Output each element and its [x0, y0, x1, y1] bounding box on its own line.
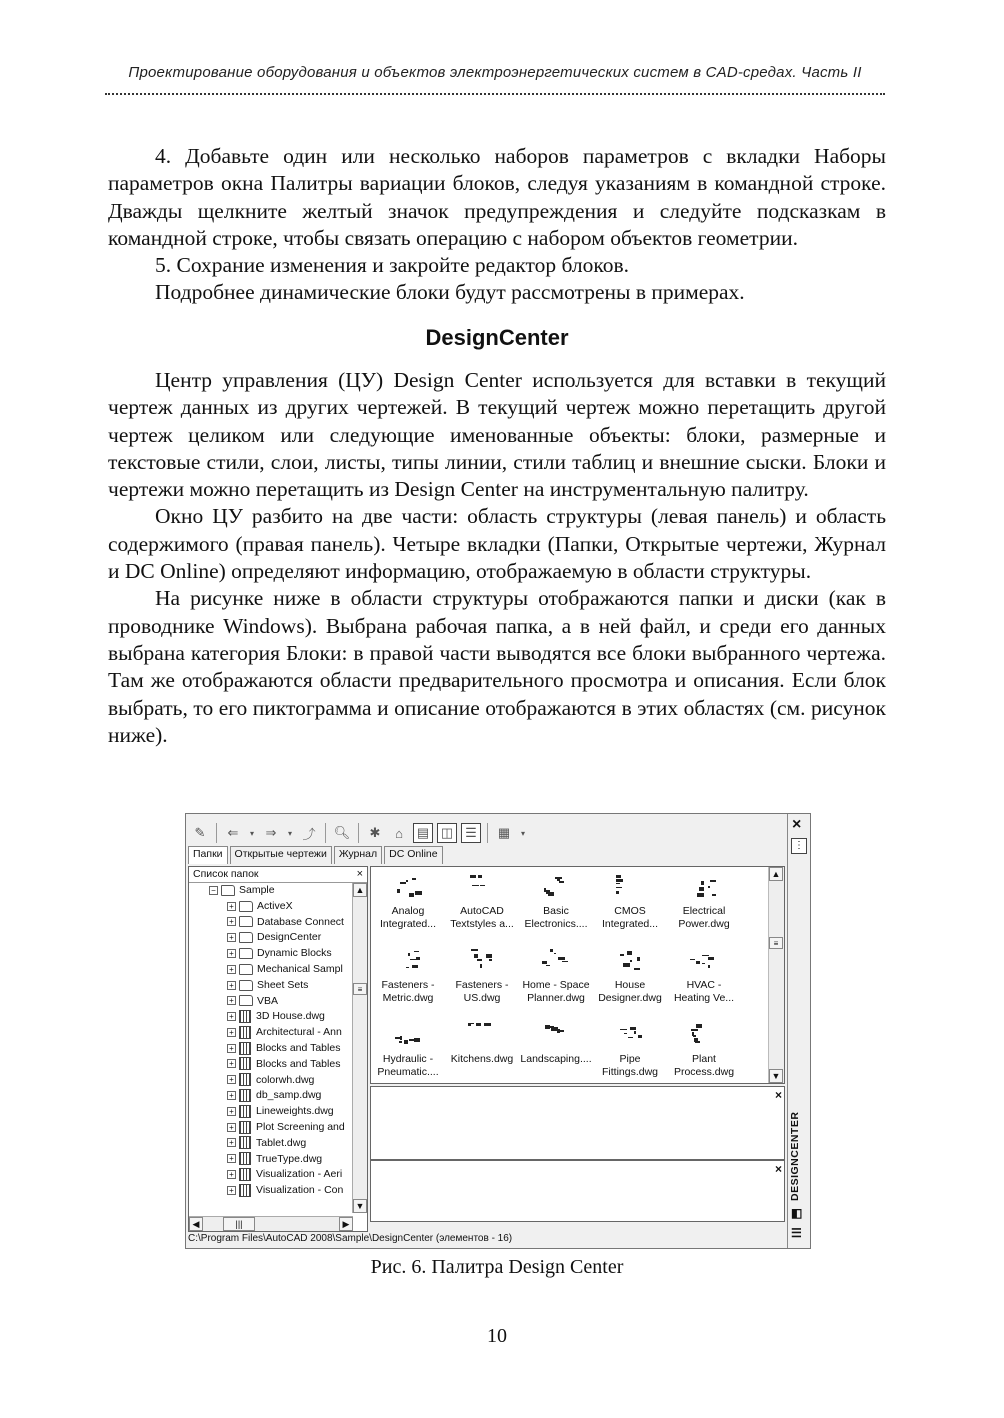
- drawing-thumbnail-icon: [688, 1021, 720, 1049]
- thumbnail-mark: [627, 951, 632, 955]
- thumbnail-mark: [548, 892, 554, 896]
- running-header: Проектирование оборудования и объектов электроэнергетических систем в CAD-средах. Часть II: [128, 64, 862, 81]
- block-item[interactable]: [519, 945, 593, 1019]
- paragraph: 5. Сохрание изменения и закройте редактор блоков.: [155, 253, 630, 278]
- thumbnail-mark: [690, 959, 695, 960]
- block-item-label: Hydraulic -: [382, 1053, 434, 1065]
- block-item-label: Electronics....: [524, 918, 588, 930]
- drawing-thumbnail-icon: [540, 1021, 572, 1049]
- forward-icon[interactable]: ⇒: [265, 825, 277, 840]
- home-icon[interactable]: ⌂: [395, 825, 403, 841]
- thumbnail-mark: [484, 1023, 491, 1026]
- tree-list: [189, 883, 353, 1199]
- scroll-down-icon[interactable]: ▼: [769, 1069, 783, 1083]
- tree-item[interactable]: [189, 899, 353, 915]
- tree-item[interactable]: [189, 1025, 353, 1041]
- thumbnail-mark: [555, 877, 562, 879]
- tree-item-label: TrueType.dwg: [256, 1152, 323, 1165]
- toolbar-separator: [216, 823, 217, 843]
- block-item-label: US.dwg: [463, 992, 501, 1004]
- thumbnail-mark: [702, 955, 709, 956]
- block-item-label: Integrated...: [601, 918, 659, 930]
- palette-side-bar: [787, 814, 810, 1248]
- tree-item[interactable]: [189, 994, 353, 1010]
- scroll-down-icon[interactable]: ▼: [353, 1199, 367, 1213]
- expand-icon[interactable]: +: [227, 1059, 236, 1068]
- block-item-label: Landscaping....: [520, 1053, 592, 1065]
- thumbnail-mark: [616, 891, 619, 894]
- thumbnail-mark: [557, 1029, 560, 1033]
- designcenter-figure: [185, 813, 811, 1249]
- content-scrollbar[interactable]: [768, 867, 784, 1083]
- thumbnail-mark: [406, 967, 409, 968]
- tree-item-label: ActiveX: [257, 899, 293, 912]
- thumbnail-mark: [696, 1024, 702, 1028]
- tree-item-label: Mechanical Sampl: [257, 962, 343, 975]
- tree-item[interactable]: [189, 946, 353, 962]
- thumbnail-mark: [557, 879, 560, 881]
- thumbnail-mark: [558, 957, 565, 960]
- description-area: [370, 1160, 785, 1222]
- folder-tree: [188, 866, 368, 1232]
- figure-caption: Рис. 6. Палитра Design Center: [370, 1256, 624, 1278]
- tree-item-label: colorwh.dwg: [256, 1073, 315, 1086]
- thumbnail-mark: [628, 1037, 633, 1038]
- thumbnail-mark: [412, 965, 418, 968]
- block-item[interactable]: [593, 871, 667, 945]
- thumbnail-mark: [554, 1028, 556, 1030]
- section-heading: DesignCenter: [425, 325, 569, 350]
- thumbnail-mark: [397, 889, 400, 893]
- thumbnail-mark: [620, 954, 624, 956]
- tree-horizontal-scrollbar[interactable]: [189, 1216, 353, 1231]
- block-item[interactable]: [519, 871, 593, 945]
- close-icon[interactable]: ×: [792, 816, 802, 833]
- drawing-file-icon: [239, 1136, 251, 1149]
- drawing-file-icon: [239, 1026, 251, 1039]
- tree-item-label: Tablet.dwg: [256, 1136, 307, 1149]
- drawing-file-icon: [239, 1042, 251, 1055]
- tree-item[interactable]: [189, 1073, 353, 1089]
- block-item-label: Pipe: [619, 1053, 641, 1065]
- block-item-label: Home - Space: [522, 979, 590, 991]
- tree-title: [189, 867, 367, 883]
- thumbnail-mark: [701, 881, 704, 885]
- expand-icon[interactable]: +: [227, 1186, 236, 1195]
- block-item-label: Metric.dwg: [382, 992, 434, 1004]
- auto-hide-icon[interactable]: ◧: [791, 1206, 803, 1220]
- tree-item-label: VBA: [257, 994, 279, 1007]
- thumbnail-mark: [489, 959, 492, 961]
- drawing-file-icon: [239, 1073, 251, 1086]
- thumbnail-mark: [624, 1033, 627, 1034]
- folder-icon: [239, 916, 253, 927]
- toolbar-separator: [358, 823, 359, 843]
- drawing-thumbnail-icon: [392, 947, 424, 975]
- block-item-label: Integrated...: [379, 918, 437, 930]
- thumbnail-mark: [480, 964, 482, 968]
- folder-icon: [239, 948, 253, 959]
- drawing-thumbnail-icon: [392, 873, 424, 901]
- expand-icon[interactable]: +: [227, 1075, 236, 1084]
- thumbnail-mark: [634, 968, 640, 970]
- thumbnail-mark: [474, 954, 478, 958]
- block-item[interactable]: [519, 1019, 593, 1093]
- block-item-label: Electrical: [682, 905, 726, 917]
- preview-toggle-icon[interactable]: ◫: [437, 823, 457, 843]
- block-item-label: Fasteners -: [381, 979, 435, 991]
- tree-item-label: Sheet Sets: [257, 978, 309, 991]
- block-item[interactable]: [371, 871, 445, 945]
- thumbnail-mark: [616, 883, 620, 884]
- block-item[interactable]: [667, 945, 741, 1019]
- tree-vertical-scrollbar[interactable]: [352, 883, 367, 1213]
- thumbnail-mark: [476, 885, 479, 886]
- drawing-thumbnail-icon: [466, 1021, 498, 1049]
- dc-toolbar: [190, 818, 530, 848]
- thumbnail-mark: [404, 1040, 408, 1044]
- tree-toggle-icon[interactable]: ▤: [413, 823, 433, 843]
- block-item[interactable]: [445, 871, 519, 945]
- folder-icon: [221, 885, 235, 896]
- block-item-label: Process.dwg: [673, 1066, 735, 1078]
- block-item-label: Designer.dwg: [598, 992, 662, 1004]
- tree-item-label: Sample: [239, 884, 275, 896]
- thumbnail-mark: [697, 893, 704, 897]
- drawing-thumbnail-icon: [614, 1021, 646, 1049]
- block-item-label: Planner.dwg: [527, 992, 585, 1004]
- scroll-left-icon[interactable]: ◀: [189, 1217, 203, 1231]
- tree-item-label: db_samp.dwg: [256, 1089, 322, 1102]
- folder-icon: [239, 964, 253, 975]
- body-text-top: [108, 143, 886, 307]
- search-icon[interactable]: 🔍︎: [333, 825, 351, 840]
- tree-item[interactable]: [189, 1136, 353, 1152]
- drawing-thumbnail-icon: [688, 873, 720, 901]
- folder-icon: [239, 980, 253, 991]
- toolbar-separator: [325, 823, 326, 843]
- scroll-up-icon[interactable]: ▲: [353, 883, 367, 897]
- thumbnail-mark: [637, 957, 640, 961]
- thumbnail-mark: [560, 1030, 564, 1032]
- thumbnail-mark: [634, 1031, 636, 1034]
- tree-title-label: Список папок: [193, 868, 259, 880]
- tab-open-drawings[interactable]: Открытые чертежи: [230, 846, 332, 864]
- thumbnail-mark: [486, 954, 492, 958]
- status-bar: C:\Program Files\AutoCAD 2008\Sample\DesignCenter (элементов - 16): [188, 1233, 513, 1244]
- expand-icon[interactable]: +: [227, 933, 236, 942]
- block-item[interactable]: [371, 1019, 445, 1093]
- expand-icon[interactable]: +: [227, 965, 236, 974]
- thumbnail-mark: [542, 961, 547, 964]
- drawing-thumbnail-icon: [392, 1021, 424, 1049]
- drawing-thumbnail-icon: [466, 947, 498, 975]
- folder-icon: [239, 901, 253, 912]
- tree-item[interactable]: [189, 1088, 353, 1104]
- description-toggle-icon[interactable]: ☰: [461, 823, 481, 843]
- drawing-thumbnail-icon: [466, 873, 498, 901]
- tree-item[interactable]: [189, 930, 353, 946]
- thumbnail-mark: [616, 875, 621, 878]
- paragraph: На рисунке ниже в области структуры отображаются папки и диски (как в проводнике Windows). Выбрана рабочая папка, а в ней файл, и среди его данных выбрана категория Блоки: в правой части выводятся все блоки выбранного чертежа. Там же отображаются области предварительного просмотра и описания. Если блок выбрать, то его пиктограмма и описание отображаются в этих областях (см. рисунок ниже).: [108, 586, 886, 747]
- folder-icon: [239, 995, 253, 1006]
- body-text-bottom: [108, 367, 886, 749]
- tree-item[interactable]: [189, 1120, 353, 1136]
- dropdown-arrow-icon[interactable]: ▾: [287, 828, 292, 838]
- drawing-thumbnail-icon: [540, 947, 572, 975]
- block-item-label: Analog: [391, 905, 425, 917]
- expand-icon[interactable]: +: [227, 1123, 236, 1132]
- block-item-label: Plant: [692, 1053, 716, 1065]
- scroll-thumb[interactable]: ≡: [353, 983, 367, 995]
- thumbnail-mark: [409, 1039, 414, 1041]
- tree-item[interactable]: [189, 1057, 353, 1073]
- close-icon[interactable]: ×: [356, 868, 363, 880]
- paragraph: 4. Добавьте один или несколько наборов параметров с вкладки Наборы параметров окна Палитры вариации блоков, следуя указаниям в командной строке. Дважды щелкните желтый значок предупреждения и следуйте подсказкам в командной строке, чтобы связать операцию с набором объектов геометрии.: [108, 144, 886, 250]
- thumbnail-mark: [474, 875, 476, 878]
- block-item[interactable]: [371, 945, 445, 1019]
- block-item-label: Pneumatic....: [377, 1066, 439, 1078]
- tree-item-label: Architectural - Ann: [256, 1026, 342, 1039]
- page-number: 10: [487, 1325, 507, 1347]
- thumbnail-mark: [708, 957, 714, 960]
- thumbnail-mark: [478, 875, 482, 878]
- drawing-file-icon: [239, 1184, 251, 1197]
- tree-item[interactable]: [189, 1009, 353, 1025]
- paragraph: Окно ЦУ разбито на две части: область структуры (левая панель) и область содержимого (правая панель). Четыре вкладки (Папки, Открытые чертежи, Журнал и DC Online) определяют информацию, отображаемую в области структуры.: [108, 504, 886, 584]
- thumbnail-mark: [480, 885, 485, 886]
- block-item-label: Kitchens.dwg: [450, 1053, 514, 1065]
- up-folder-icon[interactable]: ⤴: [302, 826, 316, 842]
- preview-area: [370, 1086, 785, 1160]
- block-item[interactable]: [445, 945, 519, 1019]
- block-item-label: AutoCAD: [460, 905, 504, 917]
- thumbnail-mark: [399, 1041, 402, 1043]
- tab-dc-online[interactable]: DC Online: [384, 846, 442, 864]
- tree-item-label: Dynamic Blocks: [257, 947, 332, 960]
- thumbnail-mark: [562, 961, 568, 962]
- tree-item-label: Blocks and Tables: [256, 1057, 341, 1070]
- views-icon[interactable]: ▦: [497, 825, 511, 840]
- scroll-right-icon[interactable]: ▶: [339, 1217, 353, 1231]
- expand-icon[interactable]: +: [227, 902, 236, 911]
- drawing-file-icon: [239, 1152, 251, 1165]
- block-item-label: HVAC -: [686, 979, 722, 991]
- drawing-thumbnail-icon: [614, 947, 646, 975]
- tree-item-label: DesignCenter: [257, 931, 322, 944]
- block-item[interactable]: [667, 871, 741, 945]
- load-icon[interactable]: ✎: [194, 825, 206, 840]
- thumbnail-mark: [406, 880, 408, 882]
- scroll-thumb[interactable]: |||: [223, 1217, 255, 1231]
- content-area: [370, 866, 785, 1084]
- thumbnail-mark: [415, 891, 422, 895]
- thumbnail-mark: [410, 959, 417, 960]
- paragraph: Подробнее динамические блоки будут рассмотрены в примерах.: [155, 280, 745, 305]
- thumbnail-mark: [400, 882, 406, 884]
- thumbnail-mark: [620, 1029, 627, 1030]
- drawing-thumbnail-icon: [614, 873, 646, 901]
- favorites-icon[interactable]: ✱: [369, 825, 381, 840]
- thumbnail-mark: [630, 1027, 636, 1030]
- back-icon[interactable]: ⇐: [227, 825, 239, 840]
- thumbnail-mark: [414, 1038, 420, 1042]
- thumbnail-mark: [695, 1041, 700, 1043]
- tree-item-label: 3D House.dwg: [256, 1010, 325, 1023]
- properties-icon[interactable]: ⋮: [791, 838, 807, 854]
- block-item-label: CMOS: [614, 905, 646, 917]
- drawing-file-icon: [239, 1010, 251, 1023]
- tab-history[interactable]: Журнал: [334, 846, 382, 864]
- drawing-thumbnail-icon: [540, 873, 572, 901]
- block-item-label: Basic: [543, 905, 569, 917]
- close-icon[interactable]: ×: [774, 1162, 782, 1176]
- thumbnail-mark: [408, 953, 410, 956]
- expand-icon[interactable]: +: [227, 949, 236, 958]
- dropdown-arrow-icon[interactable]: ▾: [249, 828, 254, 838]
- block-grid: [371, 867, 767, 1093]
- expand-icon[interactable]: +: [227, 981, 236, 990]
- thumbnail-mark: [616, 887, 622, 888]
- thumbnail-mark: [623, 963, 630, 967]
- thumbnail-mark: [712, 894, 716, 896]
- thumbnail-mark: [477, 959, 482, 961]
- tree-item[interactable]: [189, 1183, 353, 1199]
- block-item-label: Fasteners -: [455, 979, 509, 991]
- block-item[interactable]: [593, 945, 667, 1019]
- tree-item-label: Plot Screening and: [256, 1120, 345, 1133]
- drawing-file-icon: [239, 1168, 251, 1181]
- block-item-label: Heating Ve...: [673, 992, 735, 1004]
- thumbnail-mark: [708, 965, 710, 968]
- thumbnail-mark: [710, 880, 716, 882]
- tree-item-label: Lineweights.dwg: [256, 1105, 334, 1118]
- expand-icon[interactable]: +: [227, 1170, 236, 1179]
- tree-item[interactable]: [189, 962, 353, 978]
- drawing-file-icon: [239, 1105, 251, 1118]
- tree-item[interactable]: [189, 1167, 353, 1183]
- toolbar-separator: [487, 823, 488, 843]
- tab-folders[interactable]: Папки: [188, 846, 228, 864]
- expand-icon[interactable]: +: [227, 1012, 236, 1021]
- dc-tabs: [188, 846, 445, 864]
- expand-icon[interactable]: +: [227, 1154, 236, 1163]
- expand-icon[interactable]: +: [227, 1091, 236, 1100]
- thumbnail-mark: [638, 1035, 642, 1038]
- thumbnail-mark: [616, 879, 623, 882]
- menu-icon[interactable]: ☰: [791, 1226, 802, 1240]
- palette-title: DESIGNCENTER: [789, 1111, 801, 1201]
- collapse-icon[interactable]: −: [209, 886, 218, 895]
- thumbnail-mark: [412, 878, 416, 880]
- tree-item-label: Visualization - Aeri: [256, 1168, 343, 1181]
- tree-item[interactable]: [189, 883, 353, 899]
- thumbnail-mark: [559, 881, 564, 883]
- thumbnail-mark: [468, 1023, 471, 1026]
- close-icon[interactable]: ×: [774, 1088, 782, 1102]
- expand-icon[interactable]: +: [227, 1138, 236, 1147]
- thumbnail-mark: [544, 888, 546, 892]
- header-rule: [105, 93, 885, 95]
- thumbnail-mark: [630, 960, 632, 962]
- expand-icon[interactable]: +: [227, 996, 236, 1005]
- thumbnail-mark: [708, 886, 710, 888]
- tree-item[interactable]: [189, 978, 353, 994]
- thumbnail-mark: [691, 1029, 698, 1031]
- thumbnail-mark: [550, 949, 553, 952]
- thumbnail-mark: [696, 961, 700, 964]
- scroll-up-icon[interactable]: ▲: [769, 867, 783, 881]
- scroll-thumb[interactable]: ≡: [769, 937, 783, 949]
- thumbnail-mark: [409, 893, 414, 897]
- tree-item[interactable]: [189, 1104, 353, 1120]
- thumbnail-mark: [693, 1035, 696, 1037]
- thumbnail-mark: [702, 963, 705, 964]
- dropdown-arrow-icon[interactable]: ▾: [520, 828, 525, 838]
- thumbnail-mark: [400, 1036, 402, 1040]
- block-item[interactable]: [667, 1019, 741, 1093]
- folder-icon: [239, 932, 253, 943]
- expand-icon[interactable]: +: [227, 1107, 236, 1116]
- expand-icon[interactable]: +: [227, 917, 236, 926]
- thumbnail-mark: [476, 1023, 478, 1024]
- block-item-label: Fittings.dwg: [601, 1066, 659, 1078]
- block-item-label: Textstyles a...: [450, 918, 514, 930]
- tree-item-label: Blocks and Tables: [256, 1041, 341, 1054]
- tree-item[interactable]: [189, 1152, 353, 1168]
- drawing-file-icon: [239, 1089, 251, 1102]
- drawing-thumbnail-icon: [688, 947, 720, 975]
- thumbnail-mark: [554, 953, 556, 954]
- thumbnail-mark: [471, 949, 478, 951]
- tree-item-label: Database Connect: [257, 915, 344, 928]
- thumbnail-mark: [699, 887, 704, 891]
- thumbnail-mark: [414, 951, 419, 952]
- tree-item[interactable]: [189, 915, 353, 931]
- paragraph: Центр управления (ЦУ) Design Center используется для вставки в текущий чертеж данных из других чертежей. В текущий чертеж можно перетащить другой чертеж целиком или следующие именованные объекты: блоки, размерные и текстовые стили, слои, листы, типы линии, стили таблиц и внешние сыски. Блоки и чертежи можно перетащить из Design Center на инструментальную палитру.: [108, 368, 886, 502]
- tree-item[interactable]: [189, 1041, 353, 1057]
- block-item[interactable]: [593, 1019, 667, 1093]
- thumbnail-mark: [546, 965, 550, 966]
- tree-item-label: Visualization - Con: [256, 1184, 344, 1197]
- drawing-file-icon: [239, 1057, 251, 1070]
- expand-icon[interactable]: +: [227, 1044, 236, 1053]
- block-item[interactable]: [445, 1019, 519, 1093]
- drawing-file-icon: [239, 1121, 251, 1134]
- expand-icon[interactable]: +: [227, 1028, 236, 1037]
- block-item-label: House: [614, 979, 646, 991]
- block-item-label: Power.dwg: [678, 918, 730, 930]
